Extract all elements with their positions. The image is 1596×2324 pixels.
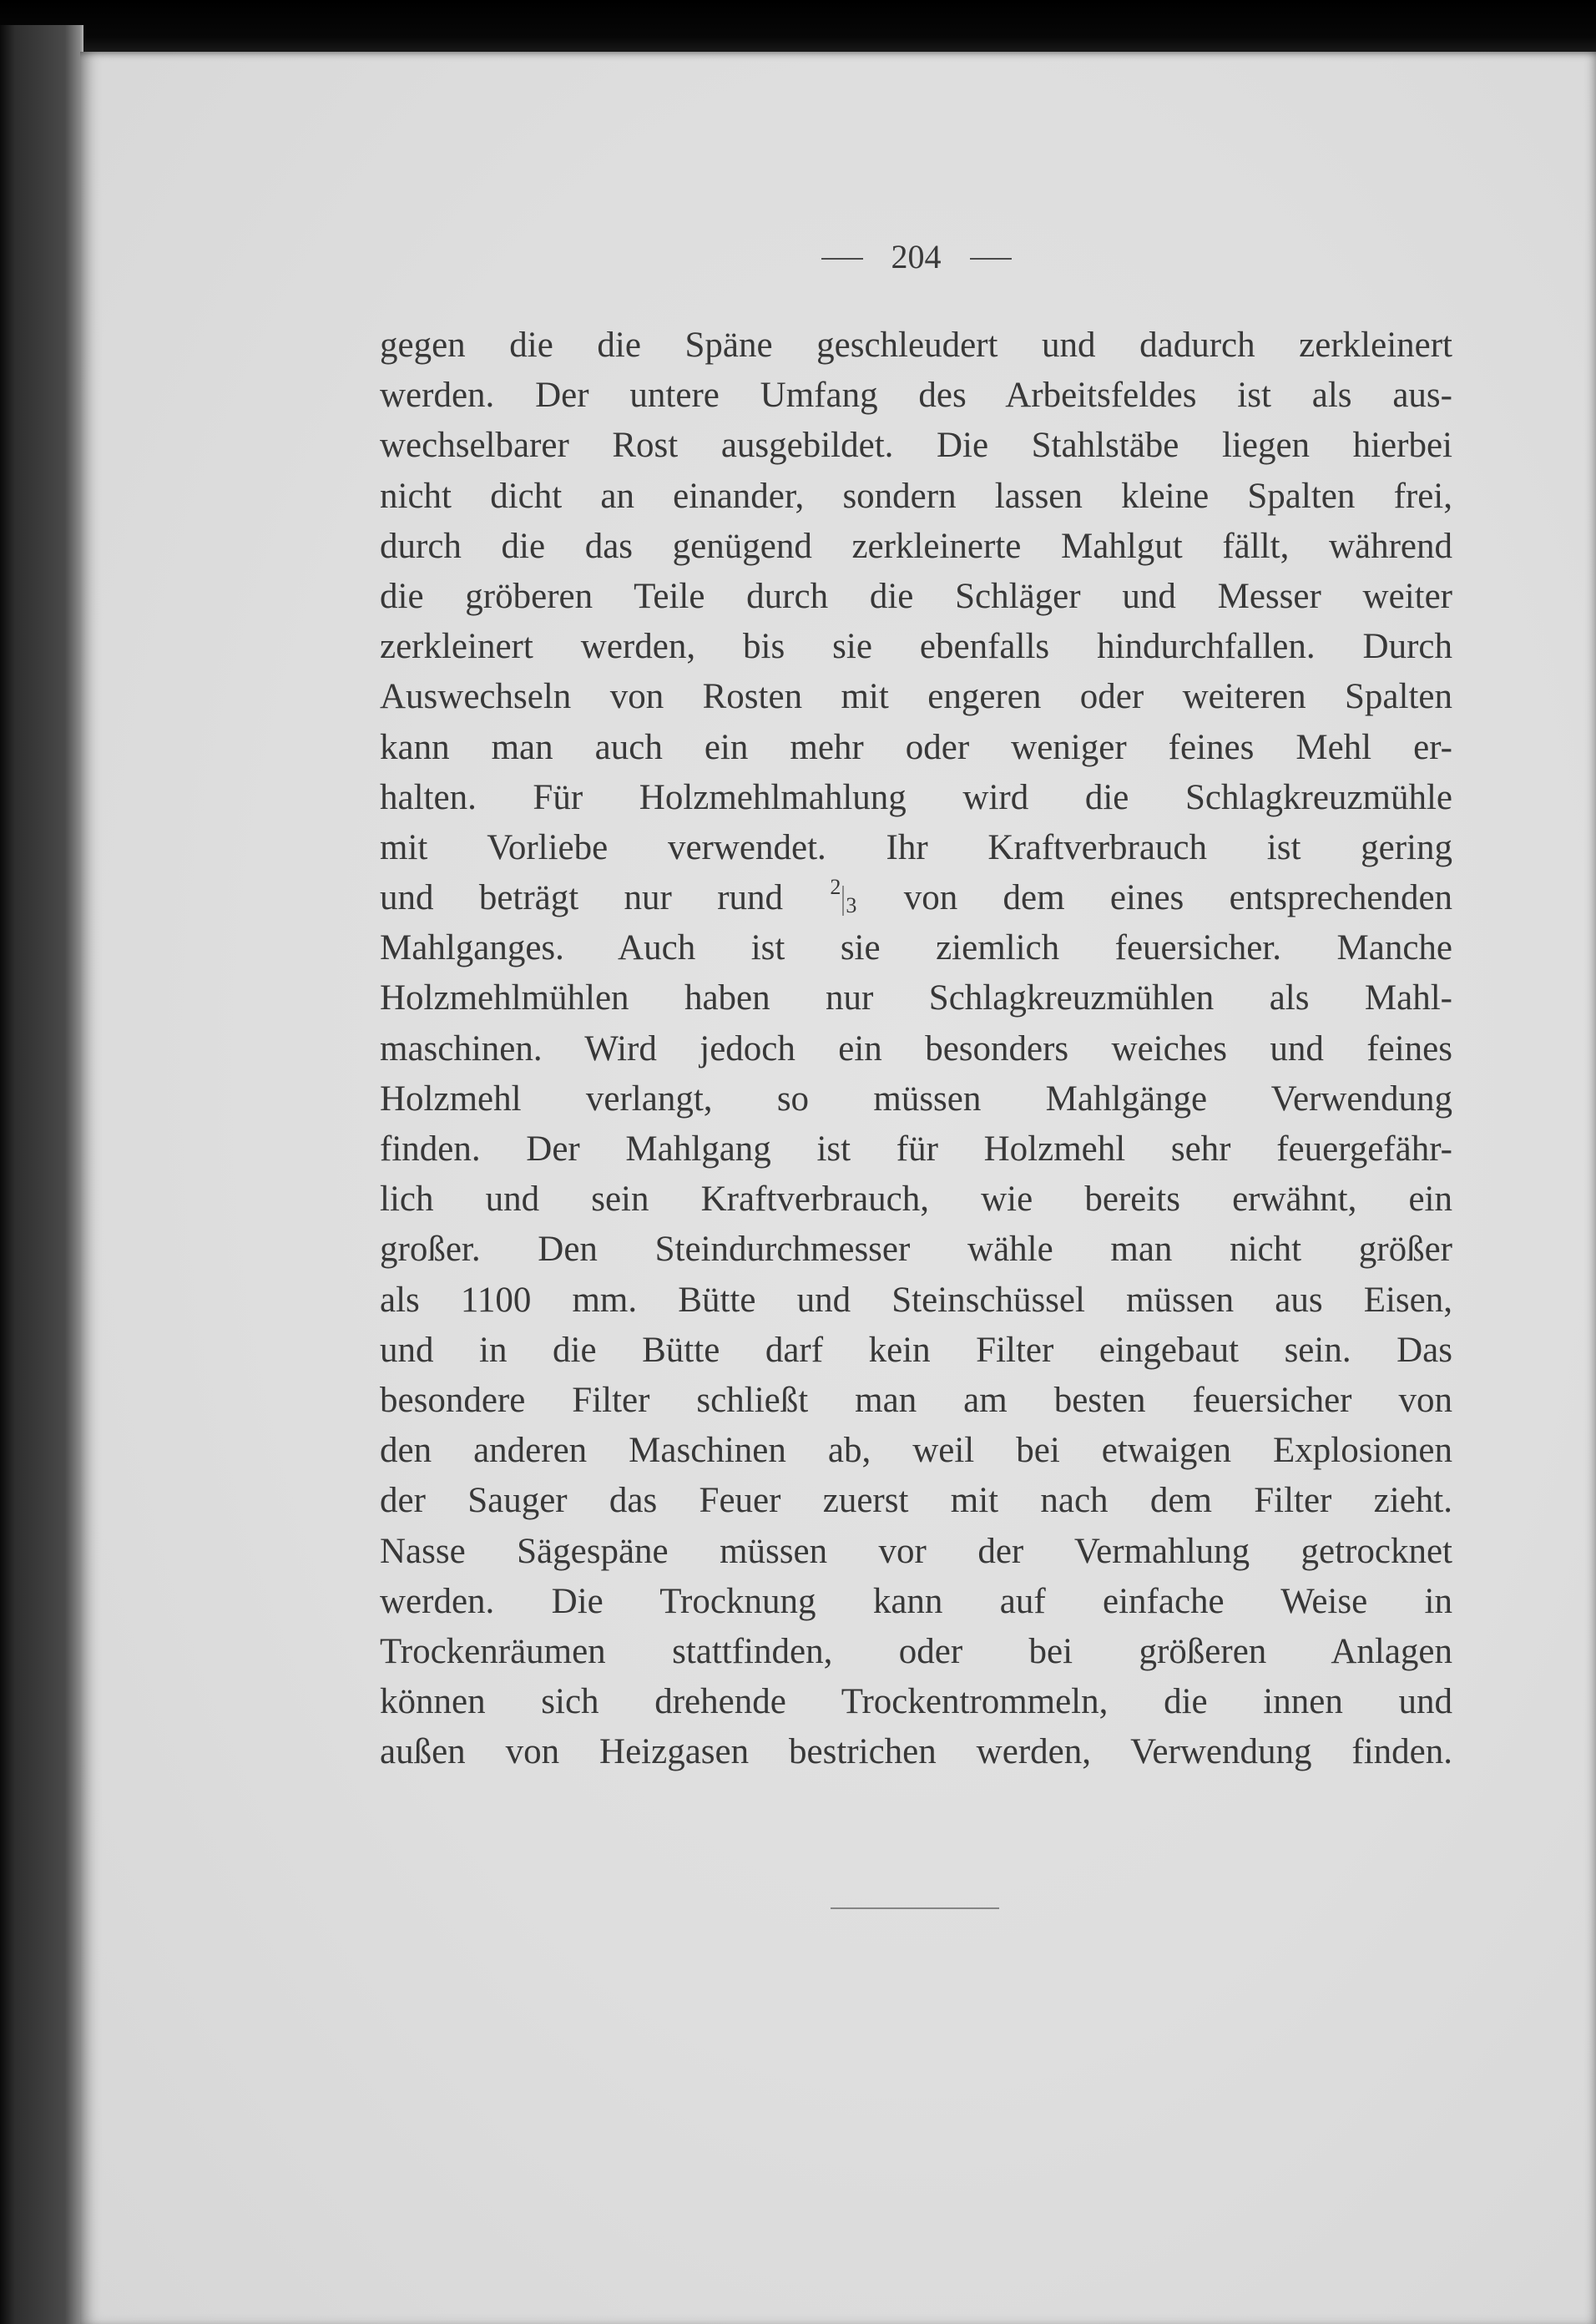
- page-header: [380, 237, 1452, 276]
- fraction-line-after: von dem eines entsprechenden: [903, 878, 1453, 918]
- body-text: [380, 321, 1452, 1777]
- text-line: werden. Der untere Umfang des Arbeitsfeldes ist als aus-: [380, 376, 1452, 416]
- text-line: den anderen Maschinen ab, weil bei etwaigen Explosionen: [380, 1431, 1452, 1471]
- scan-background-top: [0, 0, 1596, 53]
- page-number-dash-left: [821, 258, 863, 260]
- fraction-line-before: und beträgt nur rund: [380, 878, 784, 918]
- text-line: als 1100 mm. Bütte und Steinschüssel müssen aus Eisen,: [380, 1280, 1452, 1320]
- text-line: Trockenräumen stattfinden, oder bei größeren Anlagen: [380, 1631, 1452, 1671]
- text-line: lich und sein Kraftverbrauch, wie bereits erwähnt, ein: [380, 1180, 1452, 1220]
- text-line-with-fraction: [380, 873, 1452, 923]
- text-line: Nasse Sägespäne müssen vor der Vermahlung getrocknet: [380, 1531, 1452, 1571]
- text-line: Mahlganges. Auch ist sie ziemlich feuersicher. Manche: [380, 928, 1452, 968]
- text-line: können sich drehende Trockentrommeln, die innen und: [380, 1682, 1452, 1722]
- text-line: werden. Die Trocknung kann auf einfache Weise in: [380, 1581, 1452, 1621]
- page-number: 204: [891, 238, 942, 275]
- text-line: nicht dicht an einander, sondern lassen kleine Spalten frei,: [380, 476, 1452, 516]
- book-binding-edge: [0, 25, 83, 2324]
- text-line: Holzmehlmühlen haben nur Schlagkreuzmühlen als Mahl-: [380, 978, 1452, 1018]
- text-line: kann man auch ein mehr oder weniger feines Mehl er-: [380, 727, 1452, 767]
- text-line: und in die Bütte darf kein Filter eingebaut sein. Das: [380, 1330, 1452, 1370]
- fraction-numerator: 2: [830, 875, 841, 900]
- text-line: zerkleinert werden, bis sie ebenfalls hindurchfallen. Durch: [380, 627, 1452, 667]
- text-line: die gröberen Teile durch die Schläger und Messer weiter: [380, 576, 1452, 616]
- fraction-denominator: 3: [846, 893, 857, 918]
- fraction-bar: [842, 886, 844, 916]
- text-line: wechselbarer Rost ausgebildet. Die Stahlstäbe liegen hierbei: [380, 426, 1452, 466]
- text-line: halten. Für Holzmehlmahlung wird die Schlagkreuzmühle: [380, 777, 1452, 817]
- text-line: Auswechseln von Rosten mit engeren oder weiteren Spalten: [380, 677, 1452, 717]
- text-line: mit Vorliebe verwendet. Ihr Kraftverbrauch ist gering: [380, 827, 1452, 867]
- fraction-two-thirds: [828, 877, 858, 917]
- text-line: gegen die die Späne geschleudert und dadurch zerkleinert: [380, 326, 1452, 365]
- book-page: [80, 52, 1596, 2324]
- text-line: besondere Filter schließt man am besten feuersicher von: [380, 1380, 1452, 1420]
- text-line: Holzmehl verlangt, so müssen Mahlgänge Verwendung: [380, 1079, 1452, 1119]
- text-line: großer. Den Steindurchmesser wähle man nicht größer: [380, 1230, 1452, 1270]
- text-line: finden. Der Mahlgang ist für Holzmehl sehr feuergefähr-: [380, 1129, 1452, 1169]
- chapter-end-rule: [831, 1907, 999, 1909]
- text-line: durch die das genügend zerkleinerte Mahlgut fällt, während: [380, 526, 1452, 566]
- page-number-dash-right: [970, 258, 1012, 260]
- text-line-last: außen von Heizgasen bestrichen werden, Verwendung finden.: [380, 1732, 1452, 1772]
- text-line: maschinen. Wird jedoch ein besonders weiches und feines: [380, 1028, 1452, 1069]
- text-line: der Sauger das Feuer zuerst mit nach dem Filter zieht.: [380, 1481, 1452, 1521]
